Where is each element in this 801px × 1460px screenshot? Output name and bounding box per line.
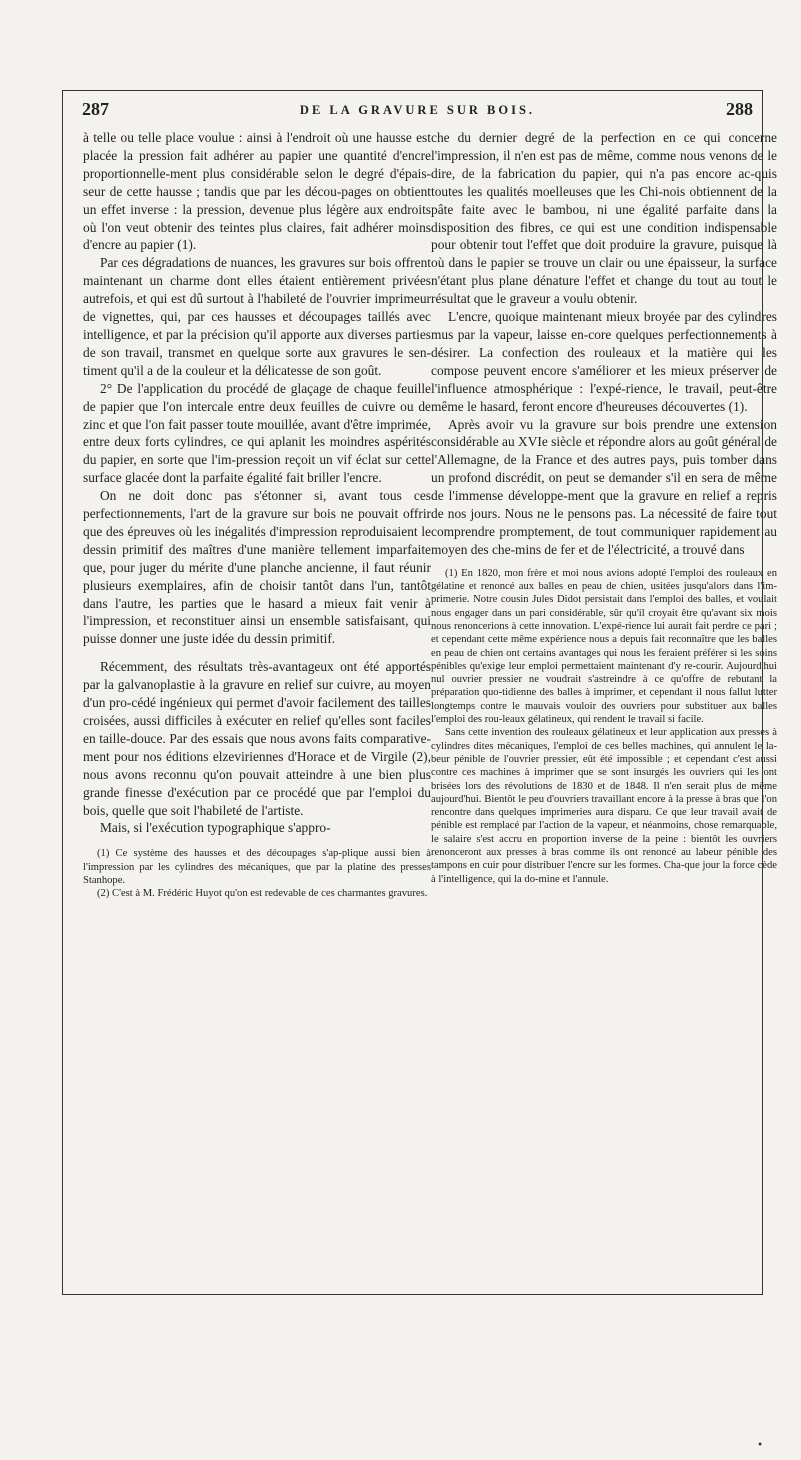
left-column bbox=[83, 129, 431, 901]
page-frame-left bbox=[62, 90, 63, 1295]
running-title: DE LA GRAVURE SUR BOIS. bbox=[299, 103, 536, 117]
page-header bbox=[82, 99, 753, 125]
paragraph: Par ces dégradations de nuances, les gravures sur bois offrent maintenant un charme dont elles étaient entièrement privées autrefois, et qui est dû surtout à l'habileté de l'ouvrier imprimeur de vignettes, qui, par ces hausses et découpages taillés avec intelligence, et par la précision qu'il apporte aux diverses parties de son travail, transmet en quelque sorte aux gravures le sen-timent qu'il a de la couleur et la délicatesse de son goût. bbox=[83, 255, 431, 378]
footnote: (2) C'est à M. Frédéric Huyot qu'on est redevable de ces charmantes gravures. bbox=[97, 888, 428, 900]
paragraph: On ne doit donc pas s'étonner si, avant tous ces perfectionnements, l'art de la gravure sur bois ne pouvait offrir que des épreuves où les inégalités d'impression reproduisaient le dessin primitif des maîtres d'une manière tellement imparfaite que, pour juger du mérite d'une planche ancienne, il faut réunir plusieurs exemplaires, afin de choisir tantôt dans l'un, tantôt dans l'autre, les parties que le hasard a mieux fait venir à l'impression, et reconstituer ainsi un ensemble satisfaisant, qui puisse donner une juste idée du dessin primitif. bbox=[83, 488, 431, 647]
paragraph: 2° De l'application du procédé de glaçage de chaque feuille de papier que l'on intercale entre deux feuilles de cuivre ou de zinc et que l'on fait passer toute mouillée, avant d'être imprimée, entre deux forts cylindres, ce qui aplanit les moindres aspérités du papier, en sorte que l'im-pression reçoit un vif éclat sur cette surface glacée dont la parfaite égalité fait briller l'encre. bbox=[83, 380, 431, 486]
paragraph: Récemment, des résultats très-avantageux ont été apportés par la galvanoplastie à la gravure en relief sur cuivre, au moyen d'un pro-cédé ingénieux qui permet d'avoir facilement des tailles croisées, aussi difficiles à exécuter en relief qu'elles sont faciles en taille-douce. Par des essais que nous avons faits comparative-ment pour nos éditions elzeviriennes d'Horace et de Virgile (2), nous avons reconnu qu'on pouvait atteindre à une bien plus grande finesse d'exécution par ce procédé que par l'emploi du bois, quelle que soit l'habileté de l'artiste. bbox=[83, 659, 431, 818]
page-number-right: 288 bbox=[726, 99, 753, 119]
paragraph: à telle ou telle place voulue : ainsi à l'endroit où une hausse est placée la pression fait adhérer au papier une quantité d'encre proportionnelle-ment plus considérable selon le degré d'épais-seur de cette hausse ; tandis que par les décou-pages on obtient un effet inverse : la pression, devenue plus légère aux endroits où l'on veut obtenir des teintes plus claires, fait adhérer moins d'encre au papier (1). bbox=[83, 130, 431, 253]
paragraph: Après avoir vu la gravure sur bois prendre une extension considérable au XVIe siècle et répondre alors au goût général de l'Allemagne, de la France et des autres pays, puis tomber dans un profond discrédit, on peut se demander s'il en sera de même de l'immense développe-ment que la gravure en relief a repris de nos jours. Nous ne le pensons pas. La nécessité de faire tout comprendre promptement, de tout communiquer rapidement au moyen des che-mins de fer et de l'électricité, a trouvé dans bbox=[431, 416, 777, 557]
paragraph: Mais, si l'exécution typographique s'appro- bbox=[100, 820, 331, 836]
footnote: (1) Ce système des hausses et des découpages s'ap-plique aussi bien à l'impression par les cylindres des mécaniques, que par la platine des presses Stanhope. bbox=[83, 848, 431, 886]
page-frame-bottom bbox=[62, 1294, 763, 1295]
page-frame-top bbox=[62, 90, 763, 91]
paragraph: che du dernier degré de la perfection en ce qui concerne l'impression, il n'en est pas de même, comme nous venons de le dire, de la fabrication du papier, qui n'a pas encore ac-quis toutes les qualités moelleuses que les Chi-nois obtiennent de la pâte faite avec le bambou, ni une égalité parfaite dans la disposition des fibres, ce qui est une condition indispensable pour obtenir tout l'effet que doit produire la gravure, puisque là où dans le papier se trouve un clair ou une épaisseur, la surface n'étant plus plane dénature l'effet et change du tout au tout le résultat que le graveur a voulu obtenir. bbox=[431, 130, 777, 307]
footnotes bbox=[83, 837, 431, 900]
footnote: (1) En 1820, mon frère et moi nous avions adopté l'emploi des rouleaux en gélatine et renoncé aux balles en peau de chien, usitées jusqu'alors dans l'im-primerie. Notre cousin Jules Didot persistait dans l'emploi des balles, et voulait nous engager dans un pari considérable, sûr qu'il croyait être qu'avant six mois nous renoncerions à cette innovation. L'expé-rience lui aurait fait perdre ce pari ; et cependant cette même expérience nous a depuis fait reconnaître que les balles en peau de chien ont certains avantages qui nous les feraient préférer si les soins pénibles qu'exige leur emploi permettaient maintenant d'y re-courir. Aujourd'hui nul ouvrier pressier ne voudrait s'astreindre à ce qu'offre de rebutant la préparation quo-tidienne des balles à imprimer, et cependant il nous fallut lutter longtemps contre le mauvais vouloir des ouvriers pour substituer aux balles l'emploi des rou-leaux gélatineux, qui rendent le travail si facile. bbox=[431, 567, 777, 726]
paragraph: L'encre, quoique maintenant mieux broyée par des cylindres mus par la vapeur, laisse en-core quelques perfectionnements à désirer. La confection des rouleaux et la matière qui les compose peuvent encore s'améliorer et les mieux préserver de l'influence atmosphérique : l'expé-rience, le travail, peut-être même le hasard, feront encore d'heureuses découvertes (1). bbox=[431, 309, 777, 414]
footnote: Sans cette invention des rouleaux gélatineux et leur application aux presses à cylindres dites mécaniques, l'emploi de ces belles machines, qui annulent le la-beur pénible de l'ouvrier pressier, eût été impossible ; et cependant c'est aussi contre ces machines à imprimer que se sont insurgés les ouvriers qui les ont brisées lors des révolutions de 1830 et de 1848. Il n'en serait plus de même aujourd'hui. Bientôt le peu d'ouvriers travaillant encore à la presse à bras que l'on rencontre dans quelques imprimeries aura disparu. Ce que leur travail avait de pénible est remplacé par l'action de la vapeur, et néanmoins, chose remarquable, le salaire s'est accru en proportion inverse de la peine : bientôt les ouvriers renonceront aux presses à bras comme ils ont renoncé au labeur pénible des tampons en cuir pour distribuer l'encre sur les formes. Cha-que jour la force cède à l'intelligence, qui la do-mine et l'annule. bbox=[431, 727, 777, 885]
footnotes bbox=[431, 559, 777, 886]
right-column bbox=[431, 129, 777, 886]
bullet-mark: • bbox=[757, 1440, 763, 1451]
page-number-left: 287 bbox=[82, 99, 109, 119]
